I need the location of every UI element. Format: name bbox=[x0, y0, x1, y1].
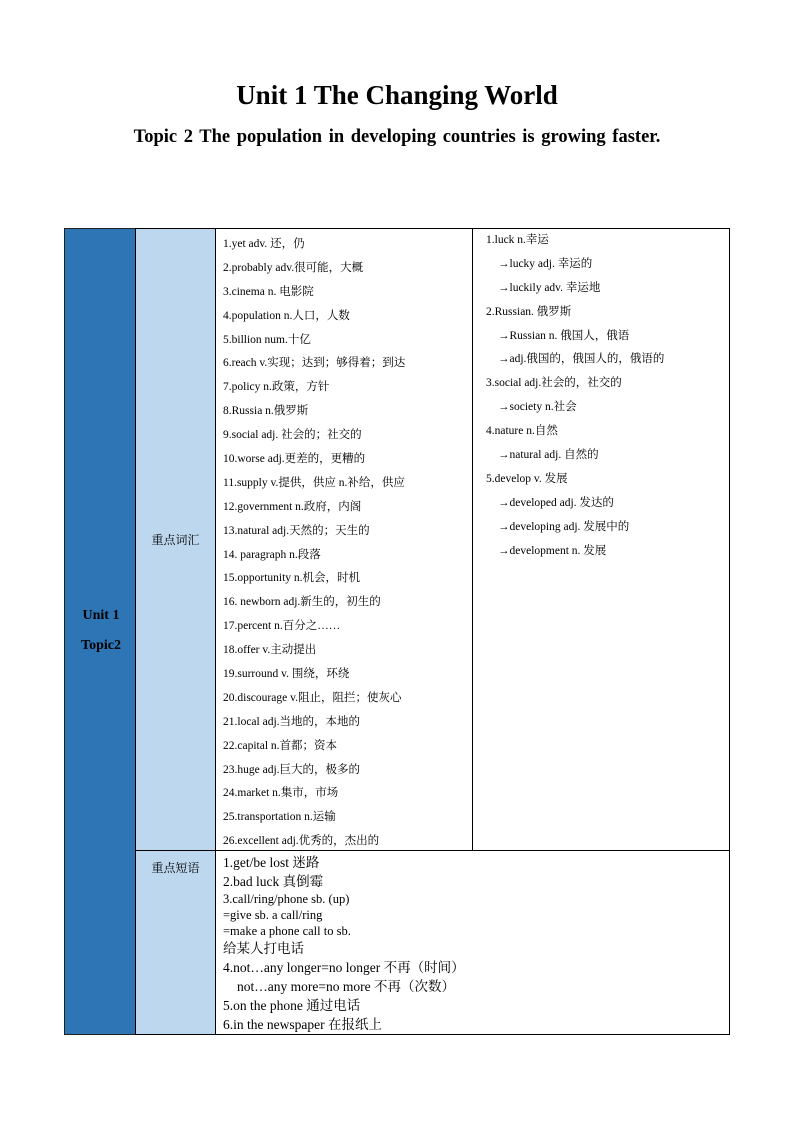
derivatives-cell bbox=[472, 228, 730, 851]
page-subtitle: Topic 2 The population in developing countries is growing faster. bbox=[133, 127, 661, 147]
derivative-item: →developed adj. 发达的 bbox=[498, 496, 614, 509]
vocab-item: 7.policy n.政策，方针 bbox=[223, 381, 330, 394]
phrase-item: =make a phone call to sb. bbox=[223, 924, 351, 938]
vocab-item: 11.supply v.提供，供应 n.补给，供应 bbox=[223, 476, 405, 489]
vocabulary-table bbox=[64, 228, 730, 1035]
vocab-item: 6.reach v.实现；达到；够得着；到达 bbox=[223, 357, 406, 370]
vocab-item: 13.natural adj.天然的；天生的 bbox=[223, 524, 370, 537]
phrase-item: 4.not…any longer=no longer 不再（时间） bbox=[223, 960, 465, 975]
vocab-item: 23.huge adj.巨大的，极多的 bbox=[223, 763, 361, 776]
vocab-item: 22.capital n.首都；资本 bbox=[223, 739, 338, 752]
derivative-item: →development n. 发展 bbox=[498, 544, 607, 557]
vocab-list bbox=[223, 233, 405, 854]
vocab-item: 1.yet adv. 还，仍 bbox=[223, 238, 305, 250]
page-title: Unit 1 The Changing World bbox=[236, 80, 558, 110]
phrase-item: 3.call/ring/phone sb. (up) bbox=[223, 892, 350, 906]
phrase-item: 1.get/be lost 迷路 bbox=[223, 855, 320, 870]
unit-label-line1: Unit 1 bbox=[82, 608, 120, 623]
phrase-item: not…any more=no more 不再（次数） bbox=[237, 979, 455, 994]
phrase-category-label: 重点短语 bbox=[151, 861, 200, 875]
unit-cell bbox=[64, 228, 136, 1035]
vocab-item: 16. newborn adj.新生的，初生的 bbox=[223, 596, 381, 609]
vocab-item: 12.government n.政府，内阁 bbox=[223, 500, 362, 513]
derivative-item: →developing adj. 发展中的 bbox=[498, 520, 630, 533]
vocab-item: 17.percent n.百分之…… bbox=[223, 620, 341, 633]
vocab-item: 20.discourage v.阻止，阻拦；使灰心 bbox=[223, 691, 402, 704]
phrase-item: 6.in the newspaper 在报纸上 bbox=[223, 1017, 382, 1032]
derivative-item: →natural adj. 自然的 bbox=[498, 449, 599, 462]
phrase-item: 2.bad luck 真倒霉 bbox=[223, 874, 324, 889]
derivative-item: 5.develop v. 发展 bbox=[486, 472, 568, 485]
vocab-item: 14. paragraph n.段落 bbox=[223, 548, 321, 561]
derivative-item: →Russian n. 俄国人，俄语 bbox=[498, 329, 630, 342]
derivative-item: 2.Russian. 俄罗斯 bbox=[486, 305, 572, 318]
derivative-item: →society n.社会 bbox=[498, 401, 577, 414]
vocab-item: 26.excellent adj.优秀的，杰出的 bbox=[223, 835, 380, 848]
phrases-cell bbox=[215, 850, 730, 1035]
derivative-item: →lucky adj. 幸运的 bbox=[498, 257, 593, 270]
derivative-item: 4.nature n.自然 bbox=[486, 425, 558, 438]
phrase-item: 5.on the phone 通过电话 bbox=[223, 998, 361, 1013]
vocab-item: 3.cinema n. 电影院 bbox=[223, 285, 314, 298]
vocab-item: 25.transportation n.运输 bbox=[223, 811, 336, 824]
vocab-item: 2.probably adv.很可能，大概 bbox=[223, 261, 364, 274]
unit-label bbox=[65, 601, 137, 661]
vocab-item: 19.surround v. 围绕，环绕 bbox=[223, 668, 350, 681]
vocab-cell bbox=[215, 228, 473, 851]
vocab-item: 4.population n.人口，人数 bbox=[223, 309, 350, 322]
unit-label-line2: Topic2 bbox=[81, 638, 121, 653]
vocab-item: 24.market n.集市，市场 bbox=[223, 787, 339, 800]
vocab-category-cell bbox=[135, 228, 216, 851]
derivative-item: 1.luck n.幸运 bbox=[486, 234, 549, 246]
vocab-item: 18.offer v.主动提出 bbox=[223, 644, 317, 657]
vocab-item: 5.billion num.十亿 bbox=[223, 333, 311, 346]
derivatives-list bbox=[486, 229, 664, 563]
vocab-item: 8.Russia n.俄罗斯 bbox=[223, 405, 309, 418]
phrases-list bbox=[223, 853, 465, 1034]
derivative-item: 3.social adj.社会的，社交的 bbox=[486, 377, 622, 390]
vocab-item: 9.social adj. 社会的；社交的 bbox=[223, 429, 362, 442]
vocab-item: 21.local adj.当地的，本地的 bbox=[223, 715, 361, 728]
derivative-item: →luckily adv. 幸运地 bbox=[498, 281, 601, 294]
phrase-item: =give sb. a call/ring bbox=[223, 908, 323, 922]
vocab-category-label: 重点词汇 bbox=[151, 533, 200, 547]
derivative-item: →adj.俄国的，俄国人的，俄语的 bbox=[498, 353, 665, 366]
phrase-category-cell bbox=[135, 850, 216, 1035]
phrase-item: 给某人打电话 bbox=[223, 941, 304, 956]
vocab-item: 15.opportunity n.机会，时机 bbox=[223, 572, 361, 585]
vocab-item: 10.worse adj.更差的，更糟的 bbox=[223, 453, 366, 466]
